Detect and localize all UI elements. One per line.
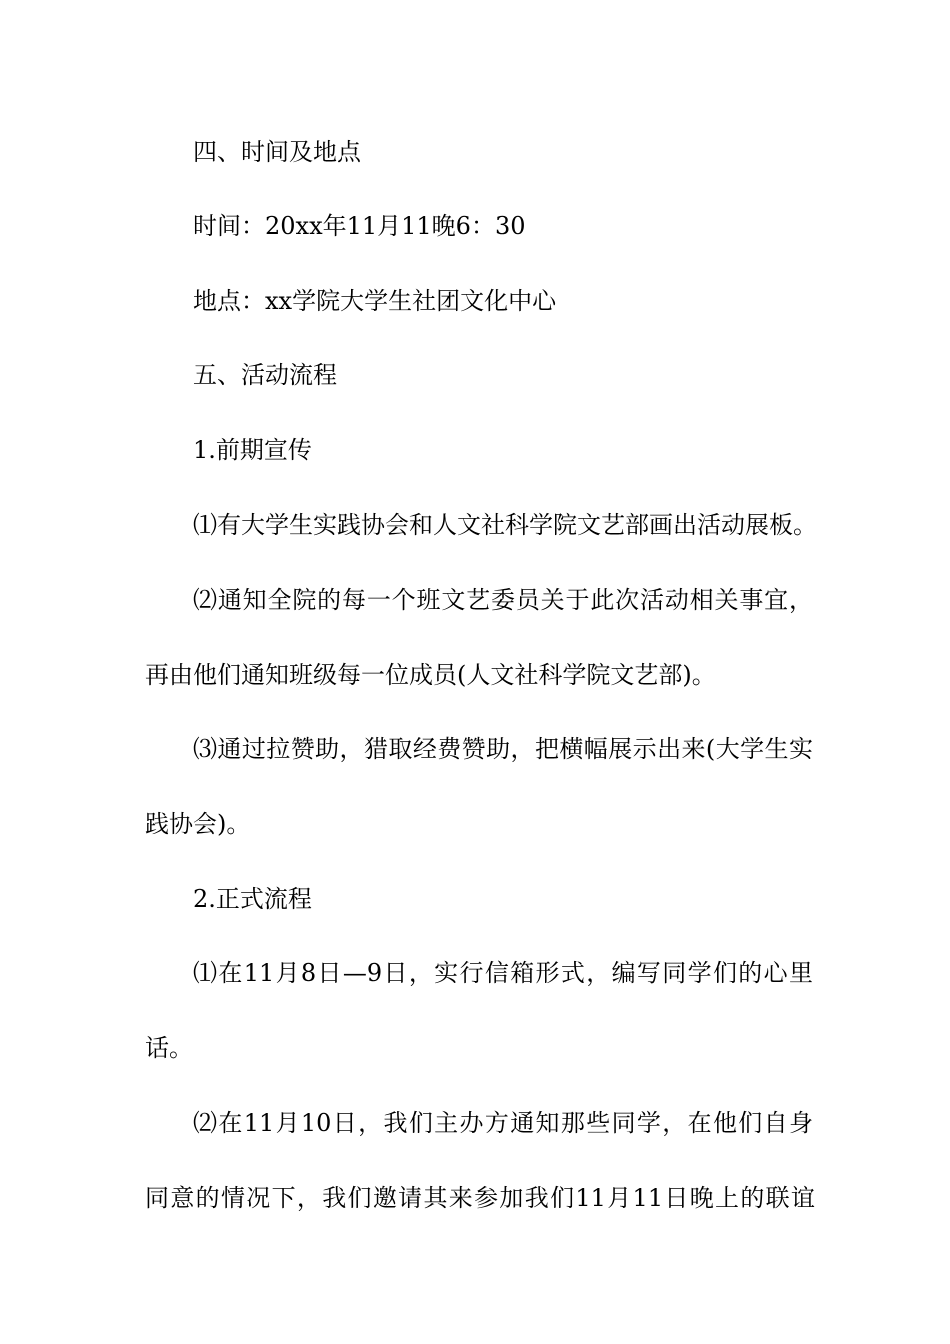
paragraph-line: ⑴在11月8日—9日，实行信箱形式，编写同学们的心里 — [193, 959, 813, 987]
location-line: 地点：xx学院大学生社团文化中心 — [193, 287, 557, 315]
time-line: 时间：20xx年11月11晚6：30 — [193, 212, 526, 240]
paragraph-line: ⑵通知全院的每一个班文艺委员关于此次活动相关事宜， — [193, 586, 813, 614]
section-heading-time-location: 四、时间及地点 — [193, 138, 361, 166]
subheading-publicity: 1.前期宣传 — [193, 436, 312, 464]
paragraph-line: ⑶通过拉赞助，猎取经费赞助，把横幅展示出来(大学生实 — [193, 735, 813, 763]
paragraph-line: ⑵在11月10日，我们主办方通知那些同学，在他们自身 — [193, 1109, 813, 1137]
subheading-formal-process: 2.正式流程 — [193, 885, 312, 913]
paragraph-line: 践协会)。 — [145, 810, 251, 838]
paragraph-line: 话。 — [145, 1034, 193, 1062]
paragraph-line: 同意的情况下，我们邀请其来参加我们11月11日晚上的联谊 — [145, 1184, 815, 1212]
paragraph-line: ⑴有大学生实践协会和人文社科学院文艺部画出活动展板。 — [193, 511, 817, 539]
paragraph-line: 再由他们通知班级每一位成员(人文社科学院文艺部)。 — [145, 661, 716, 689]
section-heading-process: 五、活动流程 — [193, 361, 337, 389]
